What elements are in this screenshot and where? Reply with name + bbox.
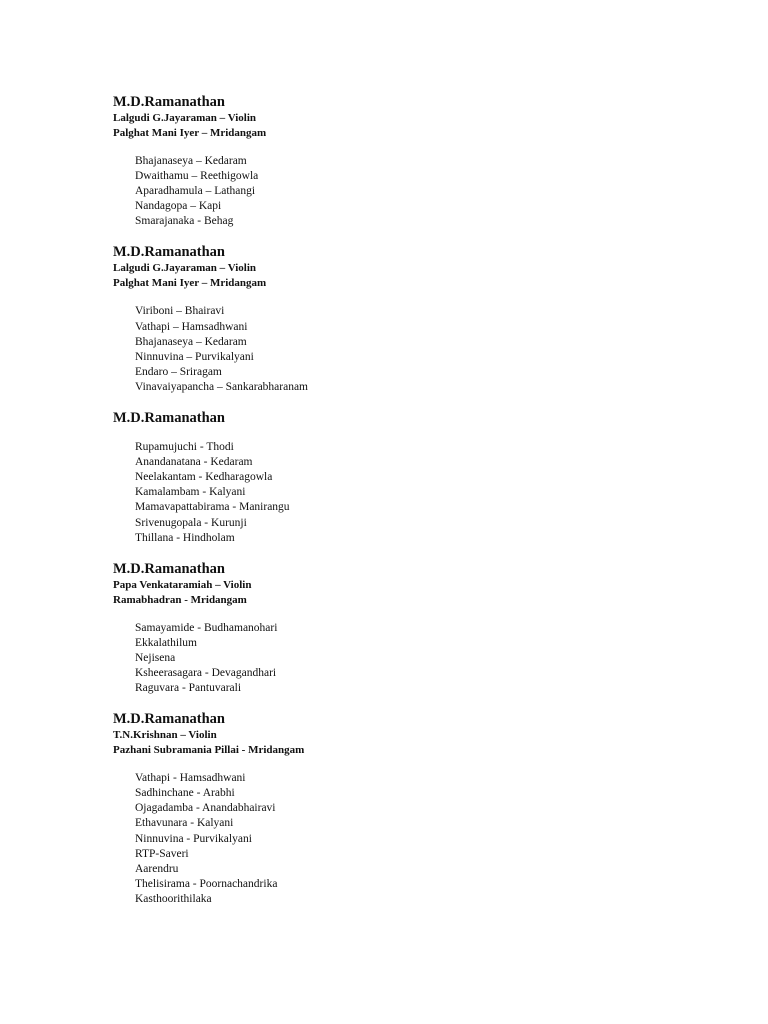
song-item: Ksheerasagara - Devagandhari [135,666,277,679]
song-item: Vinavaiyapancha – Sankarabharanam [135,380,309,393]
violin-accompanist: T.N.Krishnan – Violin [113,729,217,742]
artist-heading: M.D.Ramanathan [113,94,225,110]
song-list [135,621,713,696]
song-item: Ninnuvina – Purvikalyani [135,350,254,363]
concert-section-2 [113,243,713,395]
song-item: Nejisena [135,651,176,664]
song-item: Ethavunara - Kalyani [135,817,234,830]
song-item: Aarendru [135,862,179,875]
mridangam-accompanist: Pazhani Subramania Pillai - Mridangam [113,744,305,757]
song-item: Endaro – Sriragam [135,365,222,378]
mridangam-accompanist: Palghat Mani Iyer – Mridangam [113,277,267,290]
artist-heading: M.D.Ramanathan [113,410,225,427]
song-item: Thillana - Hindholam [135,531,235,544]
song-item: Viriboni – Bhairavi [135,305,225,318]
song-item: Vathapi – Hamsadhwani [135,320,248,333]
artist-heading: M.D.Ramanathan [113,711,225,728]
artist-heading: M.D.Ramanathan [113,560,225,577]
song-item: Sadhinchane - Arabhi [135,787,235,800]
song-item: RTP-Saveri [135,847,189,860]
song-list [135,771,713,907]
song-item: Kasthoorithilaka [135,892,212,905]
concert-section-3 [113,409,713,546]
concert-section-4 [113,560,713,696]
artist-heading: M.D.Ramanathan [113,244,225,261]
document-page [113,93,713,921]
song-item: Smarajanaka - Behag [135,215,234,228]
mridangam-accompanist: Ramabhadran - Mridangam [113,593,247,606]
song-item: Thelisirama - Poornachandrika [135,877,278,890]
song-item: Ojagadamba - Anandabhairavi [135,802,276,815]
violin-accompanist: Lalgudi G.Jayaraman – Violin [113,112,257,124]
concert-section-1 [113,93,713,229]
violin-accompanist: Papa Venkataramiah – Violin [113,578,252,591]
song-item: Dwaithamu – Reethigowla [135,170,259,183]
song-item: Bhajanaseya – Kedaram [135,155,247,167]
song-list [135,154,713,229]
song-item: Kamalambam - Kalyani [135,486,246,499]
song-item: Ekkalathilum [135,636,197,649]
song-item: Samayamide - Budhamanohari [135,621,278,634]
violin-accompanist: Lalgudi G.Jayaraman – Violin [113,262,257,275]
song-list [135,440,713,546]
song-item: Neelakantam - Kedharagowla [135,471,273,484]
song-list [135,304,713,395]
song-item: Ninnuvina - Purvikalyani [135,832,252,845]
song-item: Nandagopa – Kapi [135,200,222,213]
song-item: Anandanatana - Kedaram [135,456,253,469]
concert-section-5 [113,710,713,907]
song-item: Mamavapattabirama - Manirangu [135,501,290,514]
song-item: Raguvara - Pantuvarali [135,682,242,695]
song-item: Aparadhamula – Lathangi [135,185,256,198]
mridangam-accompanist: Palghat Mani Iyer – Mridangam [113,127,267,139]
song-item: Rupamujuchi - Thodi [135,441,234,454]
song-item: Vathapi - Hamsadhwani [135,772,246,785]
song-item: Srivenugopala - Kurunji [135,516,247,529]
song-item: Bhajanaseya – Kedaram [135,335,247,348]
